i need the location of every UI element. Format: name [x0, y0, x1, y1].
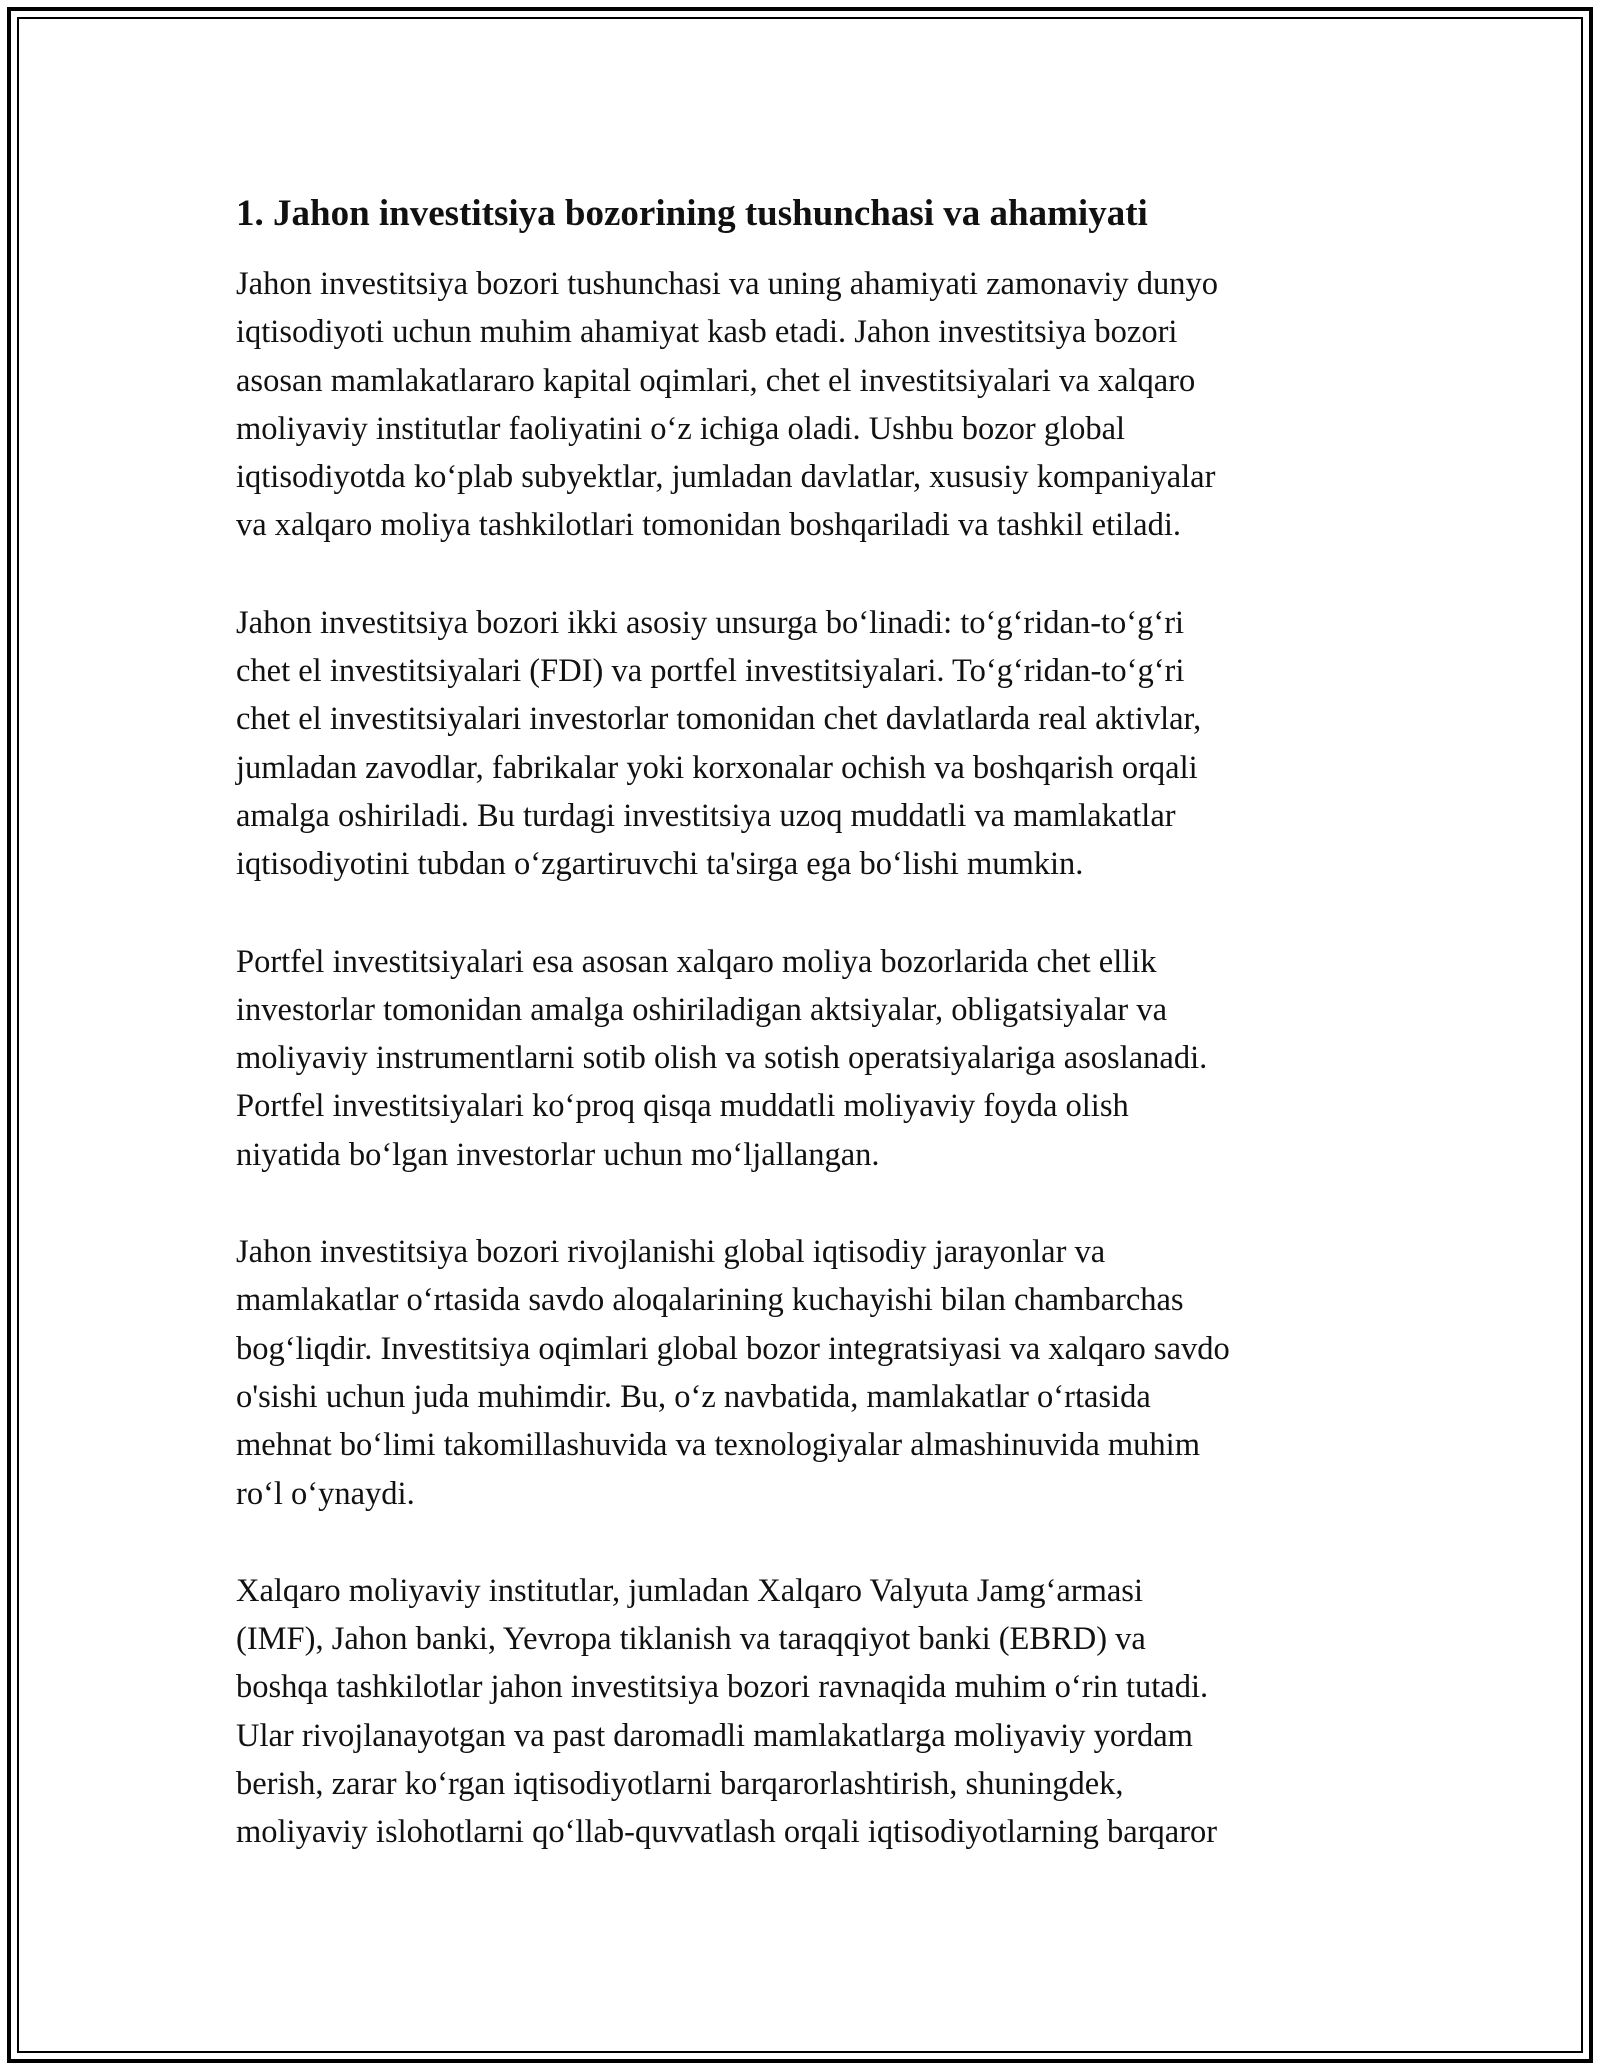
text-line: o'sishi uchun juda muhimdir. Bu, o‘z navbatida, mamlakatlar o‘rtasida [236, 1378, 1151, 1415]
text-line: Portfel investitsiyalari ko‘proq qisqa muddatli moliyaviy foyda olish [236, 1088, 1129, 1125]
text-line: Jahon investitsiya bozori ikki asosiy unsurga bo‘linadi: to‘g‘ridan-to‘g‘ri [236, 604, 1185, 641]
paragraph-1 [236, 260, 1376, 550]
text-line: investorlar tomonidan amalga oshiriladigan aktsiyalar, obligatsiyalar va [236, 991, 1167, 1028]
paragraph-5 [236, 1567, 1376, 1857]
text-line: Portfel investitsiyalari esa asosan xalqaro moliya bozorlarida chet ellik [236, 943, 1157, 980]
text-line: iqtisodiyotini tubdan o‘zgartiruvchi ta'sirga ega bo‘lishi mumkin. [236, 846, 1084, 883]
text-line: Jahon investitsiya bozori rivojlanishi global iqtisodiy jarayonlar va [236, 1234, 1106, 1271]
text-line: moliyaviy islohotlarni qo‘llab-quvvatlash orqali iqtisodiyotlarning barqaror [236, 1814, 1218, 1851]
text-line: chet el investitsiyalari (FDI) va portfel investitsiyalari. To‘g‘ridan-to‘g‘ri [236, 653, 1185, 690]
text-line: moliyaviy instrumentlarni sotib olish va sotish operatsiyalariga asoslanadi. [236, 1040, 1208, 1077]
text-line: berish, zarar ko‘rgan iqtisodiyotlarni barqarorlashtirish, shuningdek, [236, 1766, 1124, 1803]
section-title: 1. Jahon investitsiya bozorining tushunchasi va ahamiyati [236, 193, 1148, 234]
paragraph-2 [236, 599, 1376, 889]
text-line: mehnat bo‘limi takomillashuvida va texnologiyalar almashinuvida muhim [236, 1427, 1200, 1464]
text-line: amalga oshiriladi. Bu turdagi investitsiya uzoq muddatli va mamlakatlar [236, 797, 1176, 834]
document-body [236, 188, 1376, 1906]
text-line: mamlakatlar o‘rtasida savdo aloqalarining kuchayishi bilan chambarchas [236, 1282, 1184, 1319]
text-line: jumladan zavodlar, fabrikalar yoki korxonalar ochish va boshqarish orqali [236, 749, 1198, 786]
text-line: (IMF), Jahon banki, Yevropa tiklanish va taraqqiyot banki (EBRD) va [236, 1621, 1146, 1658]
text-line: Jahon investitsiya bozori tushunchasi va uning ahamiyati zamonaviy dunyo [236, 266, 1219, 302]
text-line: va xalqaro moliya tashkilotlari tomonidan boshqariladi va tashkil etiladi. [236, 507, 1181, 544]
text-line: Xalqaro moliyaviy institutlar, jumladan Xalqaro Valyuta Jamg‘armasi [236, 1572, 1143, 1609]
text-line: chet el investitsiyalari investorlar tomonidan chet davlatlarda real aktivlar, [236, 701, 1202, 738]
text-line: ro‘l o‘ynaydi. [236, 1475, 415, 1512]
paragraph-3 [236, 938, 1376, 1179]
text-line: niyatida bo‘lgan investorlar uchun mo‘ljallangan. [236, 1136, 880, 1173]
text-line: moliyaviy institutlar faoliyatini o‘z ichiga oladi. Ushbu bozor global [236, 410, 1126, 447]
text-line: bog‘liqdir. Investitsiya oqimlari global bozor integratsiyasi va xalqaro savdo [236, 1330, 1230, 1367]
text-line: Ular rivojlanayotgan va past daromadli mamlakatlarga moliyaviy yordam [236, 1717, 1193, 1754]
text-line: asosan mamlakatlararo kapital oqimlari, chet el investitsiyalari va xalqaro [236, 362, 1196, 399]
text-line: iqtisodiyotda ko‘plab subyektlar, jumladan davlatlar, xususiy kompaniyalar [236, 459, 1216, 496]
text-line: boshqa tashkilotlar jahon investitsiya bozori ravnaqida muhim o‘rin tutadi. [236, 1669, 1209, 1706]
text-line: iqtisodiyoti uchun muhim ahamiyat kasb etadi. Jahon investitsiya bozori [236, 314, 1178, 351]
paragraph-4 [236, 1228, 1376, 1518]
